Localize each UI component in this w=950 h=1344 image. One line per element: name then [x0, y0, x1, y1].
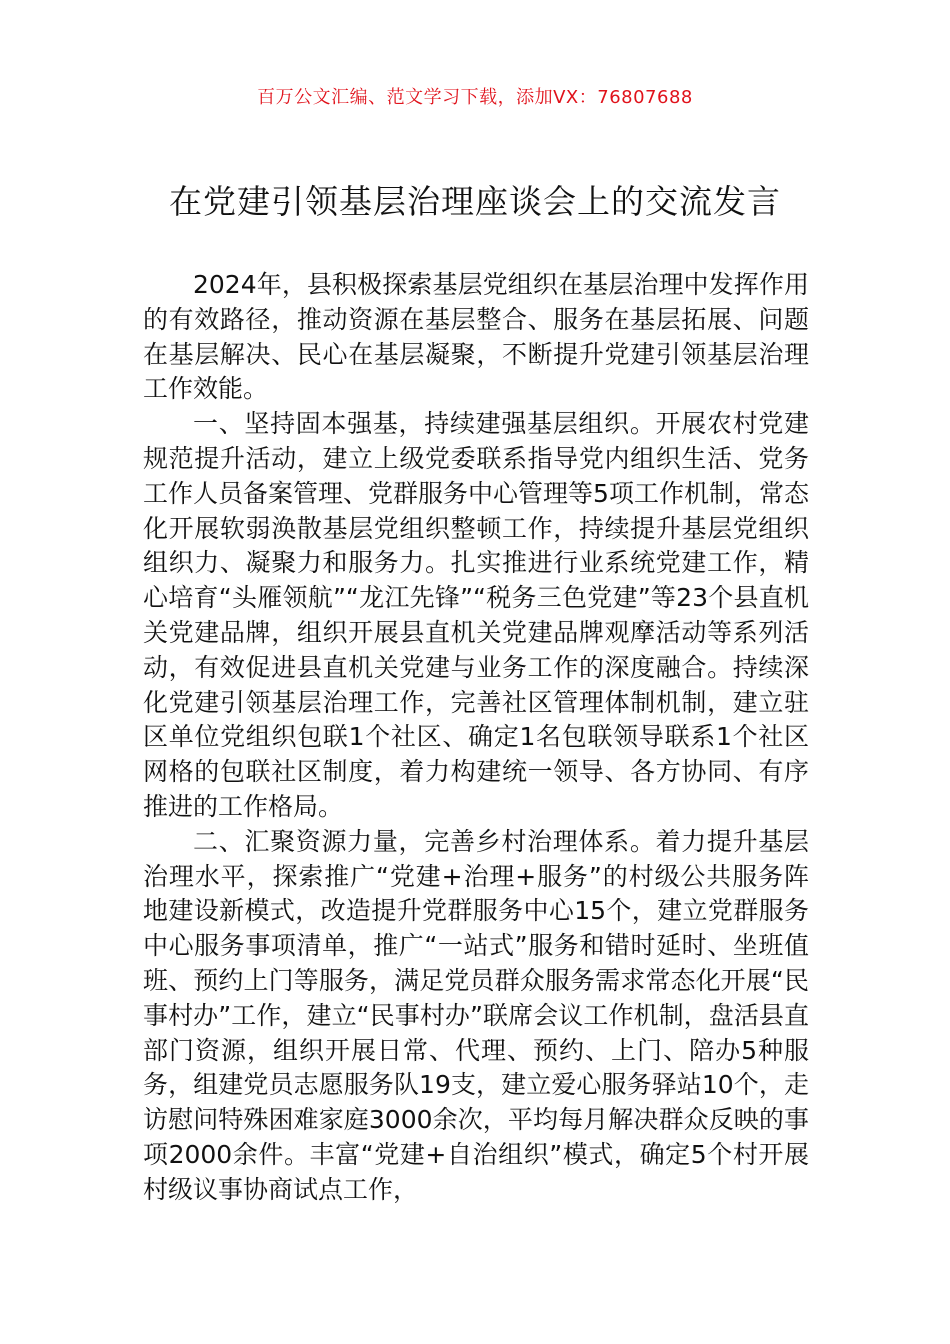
document-body: [143, 268, 809, 1208]
header-note: 百万公文汇编、范文学习下载，添加VX：76807688: [257, 87, 693, 108]
paragraph-intro: 2024年，县积极探索基层党组织在基层治理中发挥作用的有效路径，推动资源在基层整合、服务在基层拓展、问题在基层解决、民心在基层凝聚，不断提升党建引领基层治理工作效能。: [143, 270, 809, 404]
paragraph-section-two: 二、汇聚资源力量，完善乡村治理体系。着力提升基层治理水平，探索推广“党建+治理+服务”的村级公共服务阵地建设新模式，改造提升党群服务中心15个，建立党群服务中心服务事项清单，推广“一站式”服务和错时延时、坐班值班、预约上门等服务，满足党员群众服务需求常态化开展“民事村办”工作，建立“民事村办”联席会议工作机制，盘活县直部门资源，组织开展日常、代理、预约、上门、陪办5种服务，组建党员志愿服务队19支，建立爱心服务驿站10个，走访慰问特殊困难家庭3000余次，平均每月解决群众反映的事项2000余件。丰富“党建+自治组织”模式，确定5个村开展村级议事协商试点工作，: [143, 826, 809, 1204]
paragraph-section-one: 一、坚持固本强基，持续建强基层组织。开展农村党建规范提升活动，建立上级党委联系指导党内组织生活、党务工作人员备案管理、党群服务中心管理等5项工作机制，常态化开展软弱涣散基层党组织整顿工作，持续提升基层党组织组织力、凝聚力和服务力。扎实推进行业系统党建工作，精心培育“头雁领航”“龙江先锋”“税务三色党建”等23个县直机关党建品牌，组织开展县直机关党建品牌观摩活动等系列活动，有效促进县直机关党建与业务工作的深度融合。持续深化党建引领基层治理工作，完善社区管理体制机制，建立驻区单位党组织包联1个社区、确定1名包联领导联系1个社区网格的包联社区制度，着力构建统一领导、各方协同、有序推进的工作格局。: [143, 409, 809, 821]
document-title: 在党建引领基层治理座谈会上的交流发言: [169, 182, 781, 221]
